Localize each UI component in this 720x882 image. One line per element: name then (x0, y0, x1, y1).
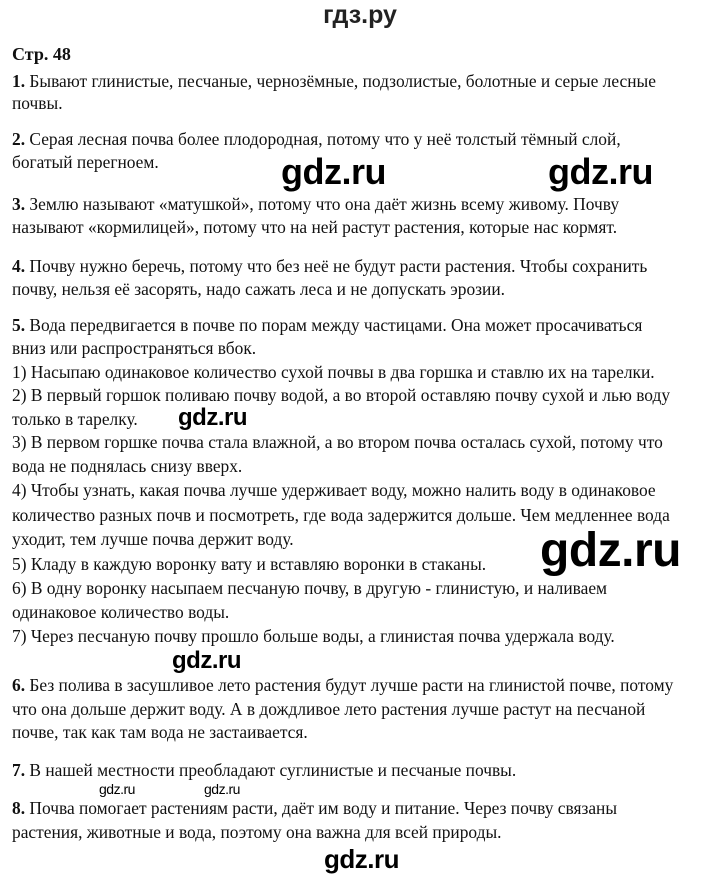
answer-number: 5. (12, 315, 26, 335)
answer-5-line (12, 553, 486, 575)
watermark: gdz.ru (172, 647, 241, 674)
answer-number: 2. (12, 129, 26, 149)
answer-1-line (12, 92, 63, 114)
answer-text: называют «кормилицей», потому что на ней растут растения, которые нас кормят. (12, 217, 618, 237)
page-label: Стр. 48 (12, 44, 71, 64)
answer-5-line (12, 431, 663, 453)
answer-6-line (12, 721, 308, 743)
answer-2-line (12, 128, 621, 150)
answer-text: Почву нужно беречь, потому что без неё не будут расти растения. Чтобы сохранить (29, 256, 648, 276)
answer-text: 4) Чтобы узнать, какая почва лучше удерживает воду, можно налить воду в одинаковое (12, 480, 656, 500)
answer-text: Серая лесная почва более плодородная, потому что у неё толстый тёмный слой, (29, 129, 621, 149)
answer-number: 1. (12, 71, 26, 91)
answer-text: В нашей местности преобладают суглинистые и песчаные почвы. (29, 760, 517, 780)
answer-text: что она дольше держит воду. А в дождливое лето растения лучше растут на песчаной (12, 699, 646, 719)
answer-5-line (12, 314, 642, 336)
answer-text: Бывают глинистые, песчаные, чернозёмные, подзолистые, болотные и серые лесные (29, 71, 656, 91)
answer-1-line (12, 70, 656, 92)
answer-5-line (12, 504, 670, 526)
answer-5-line (12, 479, 656, 501)
watermark: gdz.ru (540, 524, 681, 577)
answer-text: почве, так как там вода не застаивается. (12, 722, 308, 742)
answer-text: почву, нельзя её засорять, надо сажать леса и не допускать эрозии. (12, 279, 505, 299)
answer-text: 1) Насыпаю одинаковое количество сухой почвы в два горшка и ставлю их на тарелки. (12, 362, 655, 382)
answer-text: 6) В одну воронку насыпаем песчаную почву, в другую - глинистую, и наливаем (12, 578, 608, 598)
site-title: гдз.ру (323, 1, 397, 29)
watermark: gdz.ru (548, 151, 653, 192)
answer-number: 3. (12, 194, 26, 214)
answer-text: уходит, тем лучше почва держит воду. (12, 529, 294, 549)
answer-5-line (12, 625, 615, 647)
answer-text: растения, животные и вода, поэтому она важна для всей природы. (12, 822, 502, 842)
watermark: gdz.ru (324, 844, 399, 874)
answer-7-line (12, 759, 516, 781)
answer-number: 4. (12, 256, 26, 276)
answer-5-line (12, 361, 655, 383)
answer-5-line (12, 384, 670, 406)
answer-number: 6. (12, 675, 26, 695)
answer-text: вода не поднялась снизу вверх. (12, 456, 243, 476)
answer-3-line (12, 216, 617, 238)
answer-5-line (12, 528, 294, 550)
answer-text: почвы. (12, 93, 63, 113)
answer-text: 2) В первый горшок поливаю почву водой, а во второй оставляю почву сухой и лью воду (12, 385, 671, 405)
watermark: gdz.ru (281, 151, 386, 192)
answer-text: количество разных почв и посмотреть, где вода задержится дольше. Чем медленнее вода (12, 505, 670, 525)
watermark: gdz.ru (178, 404, 247, 431)
answer-5-line (12, 601, 229, 623)
answer-text: 5) Кладу в каждую воронку вату и вставляю воронки в стаканы. (12, 554, 487, 574)
answer-5-line (12, 455, 242, 477)
answer-text: богатый перегноем. (12, 152, 159, 172)
answer-text: только в тарелку. (12, 409, 138, 429)
answer-8-line (12, 797, 617, 819)
answer-text: Без полива в засушливое лето растения будут лучше расти на глинистой почве, потому (29, 675, 674, 695)
answer-text: 3) В первом горшке почва стала влажной, а во втором почва осталась сухой, потому что (12, 432, 663, 452)
watermark: gdz.ru (99, 781, 135, 797)
answer-2-line (12, 151, 159, 173)
answer-5-line (12, 337, 256, 359)
answer-8-line (12, 821, 501, 843)
answer-text: одинаковое количество воды. (12, 602, 230, 622)
answer-6-line (12, 698, 645, 720)
answer-text: Землю называют «матушкой», потому что она даёт жизнь всему живому. Почву (29, 194, 620, 214)
answer-5-line (12, 577, 607, 599)
answer-text: вниз или распространяться вбок. (12, 338, 257, 358)
answer-5-line (12, 408, 138, 430)
answer-text: 7) Через песчаную почву прошло больше воды, а глинистая почва удержала воду. (12, 626, 615, 646)
answer-text: Почва помогает растениям расти, даёт им воду и питание. Через почву связаны (29, 798, 618, 818)
watermark: gdz.ru (204, 781, 240, 797)
answer-3-line (12, 193, 619, 215)
answer-6-line (12, 674, 673, 696)
answer-number: 7. (12, 760, 26, 780)
answer-number: 8. (12, 798, 26, 818)
answer-text: Вода передвигается в почве по порам между частицами. Она может просачиваться (29, 315, 643, 335)
answer-4-line (12, 278, 505, 300)
answer-4-line (12, 255, 647, 277)
